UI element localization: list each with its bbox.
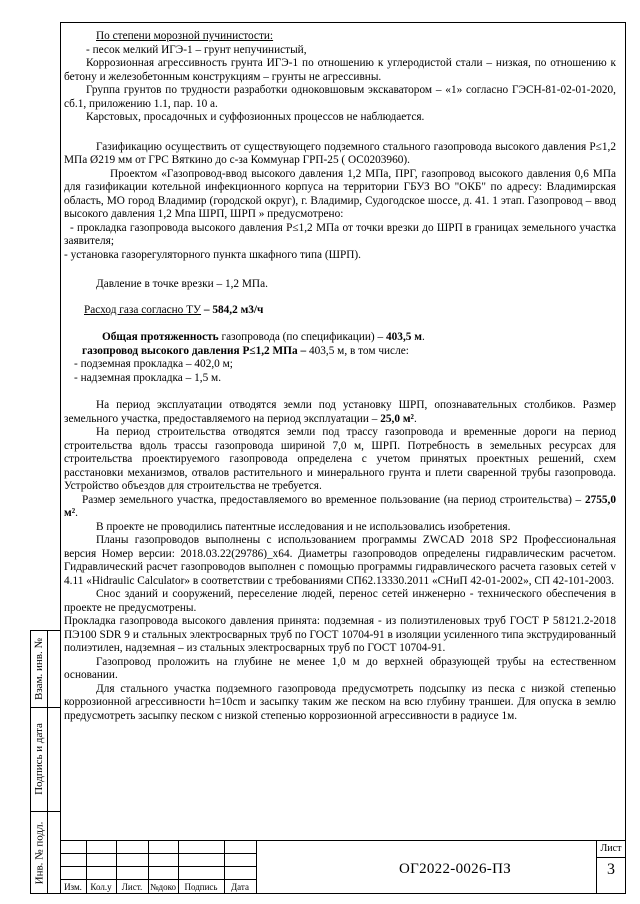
paragraph: Газификацию осуществить от существующего подземного стального газопровода высокого давления Р≤1,2 МПа Ø219 мм от ГРС Вяткино до с-за Коммунар ГРП-25 ( ОС0203960). [64, 140, 616, 166]
paragraph: Планы газопроводов выполнены с использованием программы ZWCAD 2018 SP2 Профессиональная версия Номер версии: 2018.03.22(29786)_x64. Диаметры газопроводов определены гидравлическим расчетом. Гидравлический расчет газопроводов выполнен с помощью программы гидравлического расчета газовых сетей v 4.11 «Hidraulic Calculator» в соответствии с требованиями СП62.13330.2011 «СНиП 42-01-2002», СП 42-101-2003. [64, 534, 616, 587]
paragraph: Коррозионная агрессивность грунта ИГЭ-1 по отношению к углеродистой стали – низкая, по отношению к бетону и железобетонным конструкциям – грунты не агрессивны. [64, 57, 616, 83]
document-code: ОГ2022-0026-ПЗ [398, 860, 512, 877]
sheet-label: Лист [600, 843, 622, 854]
paragraph: Расход газа согласно ТУ – 584,2 м3/ч [84, 303, 264, 316]
paragraph: - надземная прокладка – 1,5 м. [74, 371, 222, 384]
paragraph: В проекте не проводились патентные исследования и не использовались изобретения. [96, 520, 511, 533]
col-header-date: Дата [231, 882, 249, 892]
title-block-line [60, 866, 256, 867]
col-header-change: Изм. [64, 882, 82, 892]
sheet-number: 3 [607, 861, 615, 878]
paragraph: На период эксплуатации отводятся земли под установку ШРП, опознавательных столбиков. Размер земельного участка, предоставляемого на период эксплуатации – 25,0 м². [64, 399, 616, 425]
paragraph: газопровод высокого давления Р≤1,2 МПа – 403,5 м, в том числе: [82, 344, 409, 357]
paragraph: Прокладка газопровода высокого давления принята: подземная - из полиэтиленовых труб ГОСТ Р 58121.2-2018 ПЭ100 SDR 9 и стальных электросварных труб по ГОСТ 10704-91 в изоляции усиленного типа экструдированный полиэтилен, надземная – из стальных электросварных труб по ГОСТ 10704-91. [64, 615, 616, 654]
col-header-count: Кол.у [90, 882, 112, 892]
title-block-line [256, 841, 257, 894]
paragraph: Проектом «Газопровод-ввод высокого давления 1,2 МПа, ПРГ, газопровод высокого давления 0,6 МПа для газификации котельной инфекционного корпуса на территории ГБУЗ ВО "ОКБ" по адресу: Владимирская область, МО город Владимир (городской округ), г. Владимир, Судогодское шоссе, д. 41. 1 этап. Газопровод – ввод высокого давления 1,2 Мпа ШРП, ШРП » предусмотрено: [64, 167, 616, 220]
side-stamp [30, 630, 60, 894]
side-label-replace-inv: Взам. инв. № [33, 638, 45, 700]
col-header-sheet: Лист. [121, 882, 143, 892]
paragraph: - песок мелкий ИГЭ-1 – грунт непучинистый, [86, 43, 307, 56]
paragraph: Для стального участка подземного газопровода предусмотреть подсыпку из песка с низкой степенью коррозионной агрессивности h=10cm и засыпку таким же песком на всю глубину траншеи. Для опуска в землю предусмотреть засыпку песком с низкой степенью коррозионной агрессивности в радиусе 1м. [64, 682, 616, 722]
paragraph: Общая протяженность газопровода (по спецификации) – 403,5 м. [102, 331, 425, 343]
side-label-inv-original: Инв. № подл. [33, 821, 45, 885]
paragraph: Давление в точке врезки – 1,2 МПа. [96, 278, 268, 290]
paragraph: Газопровод проложить на глубине не менее 1,0 м до верхней образующей трубы на естественном основании. [64, 655, 616, 681]
paragraph: Группа грунтов по трудности разработки одноковшовым экскаватором – «1» согласно ГЭСН-81-02-01-2020, сб.1, приложению 1.1, пар. 10 а. [64, 84, 616, 110]
title-block-line [596, 857, 626, 858]
document-body [64, 30, 616, 830]
paragraph: Снос зданий и сооружений, переселение людей, перенос сетей инженерно - технического обеспечения в проекте не предусмотрены. [64, 588, 616, 614]
paragraph: - установка газорегуляторного пункта шкафного типа (ШРП). [64, 248, 362, 261]
col-header-signature: Подпись [184, 882, 218, 892]
side-stamp-divider [47, 631, 48, 893]
paragraph: На период строительства отводятся земли под трассу газопровода и временные дороги на период строительства вдоль трассы газопровода шириной 7,0 м, ШРП. Потребность в земельных ресурсах для строительства проектируемого газопровода определена с учетом принятых проектных решений, схем расстановки механизмов, отвалов растительного и минерального грунта и плети сваренной трубы газопровода. Устройство объездов для строительства не требуется. [64, 426, 616, 492]
title-block [60, 840, 626, 894]
col-header-docnum: №доко [149, 882, 177, 892]
title-block-line [60, 853, 256, 854]
paragraph: - подземная прокладка – 402,0 м; [74, 358, 233, 370]
side-label-signature-date: Подпись и дата [33, 723, 45, 795]
paragraph: Размер земельного участка, предоставляемого во временное пользование (на период строительства) – 2755,0 м². [64, 493, 617, 519]
paragraph: - прокладка газопровода высокого давления Р≤1,2 МПа от точки врезки до ШРП в границах земельного участка заявителя; [64, 221, 616, 247]
paragraph: Карстовых, просадочных и суффозионных процессов не наблюдается. [86, 111, 425, 123]
paragraph: По степени морозной пучинистости: [96, 30, 274, 42]
